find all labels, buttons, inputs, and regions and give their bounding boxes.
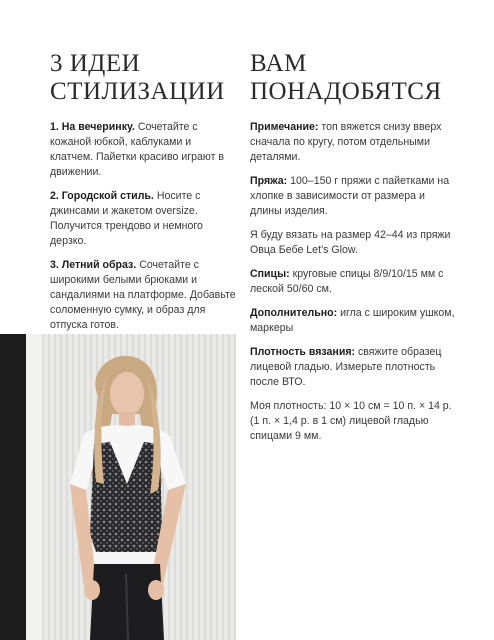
material-item: Дополнительно: игла с широким ушком, маркеры (250, 307, 455, 334)
material-item: Примечание: топ вяжется снизу вверх сначала по кругу, потом отдельными деталями. (250, 121, 442, 163)
material-item: Моя плотность: 10 × 10 см = 10 п. × 14 р. (1 п. × 1,4 р. в 1 см) лицевой гладью спицами 9 мм. (250, 400, 452, 442)
model-photo-illustration (0, 334, 236, 640)
idea-item: 3. Летний образ. Сочетайте с широкими белыми брюками и сандалиями на платформе. Добавьте соломенную сумку, и образ для отпуска готов. (50, 259, 236, 331)
material-item: Пряжа: 100–150 г пряжи с пайетками на хлопке в зависимости от размера и длины изделия. (250, 175, 450, 217)
styling-ideas-title: 3 ИДЕИ СТИЛИЗАЦИИ (50, 50, 225, 105)
model-photo (0, 334, 236, 640)
material-item: Спицы: круговые спицы 8/9/10/15 мм с леской 50/60 см. (250, 268, 444, 295)
material-item: Я буду вязать на размер 42–44 из пряжи Овца Бебе Let’s Glow. (250, 229, 451, 256)
materials-column (250, 50, 455, 453)
idea-item: 2. Городской стиль. Носите с джинсами и жакетом oversize. Получится трендово и немного дерзко. (50, 190, 203, 247)
materials-title: ВАМ ПОНАДОБЯТСЯ (250, 50, 442, 105)
idea-item: 1. На вечеринку. Сочетайте с кожаной юбкой, каблуками и клатчем. Пайетки красиво играют в движении. (50, 121, 225, 178)
styling-ideas-column (50, 50, 236, 342)
material-item: Плотность вязания: свяжите образец лицевой гладью. Измерьте плотность после ВТО. (250, 346, 442, 388)
